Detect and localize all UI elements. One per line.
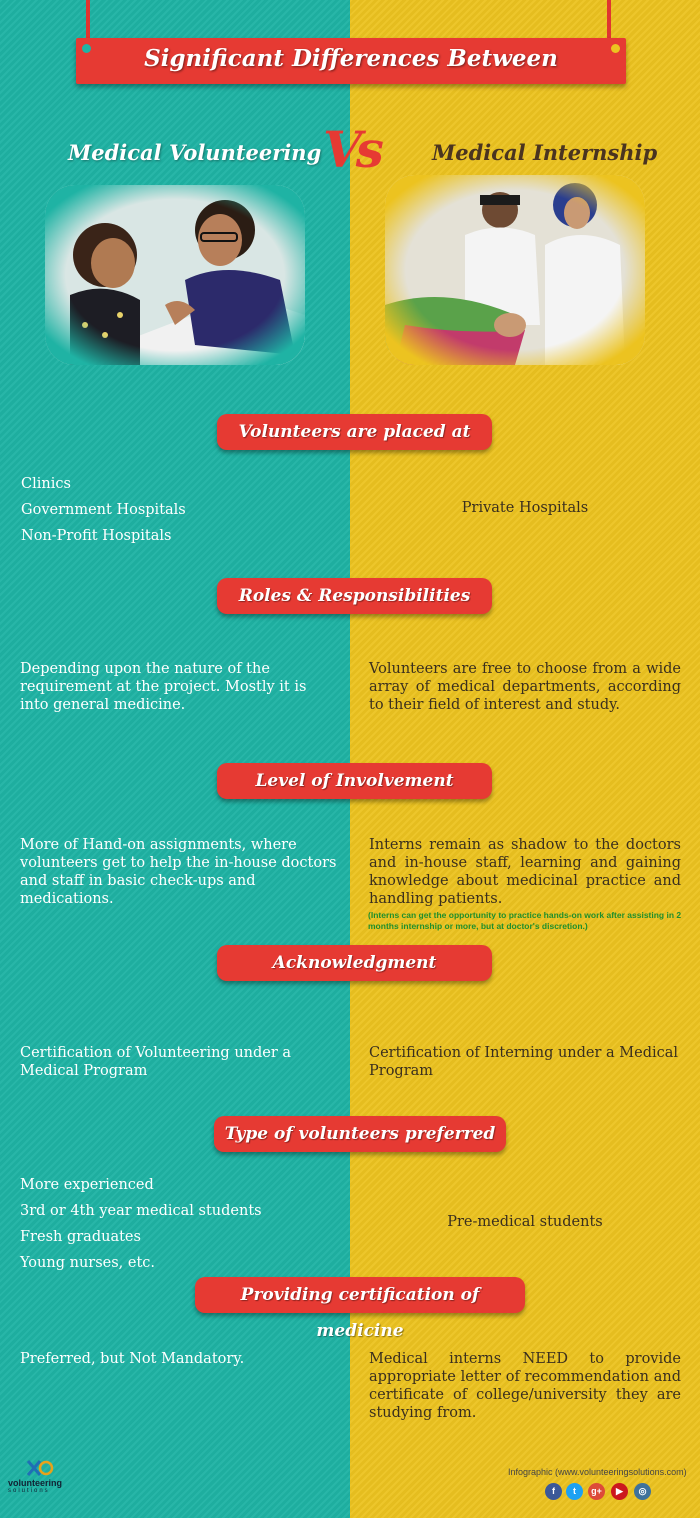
acknowledgment-left-text: Certification of Volunteering under a Medical Program	[20, 1045, 292, 1079]
instagram-icon[interactable]: ◎	[634, 1483, 651, 1500]
acknowledgment-right-text: Certification of Interning under a Medical Program	[369, 1045, 679, 1079]
left-column-title: Medical Volunteering	[68, 140, 322, 165]
page-title: Significant Differences Between	[144, 45, 558, 72]
youtube-icon[interactable]: ▶	[611, 1483, 628, 1500]
logo-text	[8, 1478, 62, 1494]
list-item: More experienced	[20, 1177, 154, 1193]
section-heading-involvement: Level of Involvement	[217, 763, 492, 799]
certification-right-text: Medical interns NEED to provide appropriate letter of recommendation and certificate of college/university they are studying from.	[369, 1351, 681, 1421]
placed-at-left-list	[21, 475, 341, 553]
type-preferred-left-list	[20, 1176, 340, 1280]
list-item: Young nurses, etc.	[20, 1255, 156, 1271]
type-preferred-right-text: Pre-medical students	[447, 1214, 603, 1230]
list-item: 3rd or 4th year medical students	[20, 1203, 262, 1219]
internship-photo	[385, 175, 645, 365]
list-item: Clinics	[21, 476, 71, 492]
section-heading-acknowledgment: Acknowledgment	[217, 945, 492, 981]
section-heading-roles: Roles & Responsibilities	[217, 578, 492, 614]
volunteering-photo	[45, 185, 305, 365]
roles-right-text: Volunteers are free to choose from a wide array of medical departments, according to their field of interest and study.	[369, 661, 681, 713]
logo-wordmark: volunteering	[8, 1478, 63, 1488]
involvement-right-note: (Interns can get the opportunity to practice hands-on work after assisting in 2 months internship or more, but at doctor's discretion.)	[368, 910, 682, 931]
versus-label: Vs	[323, 120, 378, 179]
twitter-icon[interactable]: t	[566, 1483, 583, 1500]
involvement-right-text: Interns remain as shadow to the doctors and in-house staff, learning and gaining knowledge about medicinal practice and handling patients.	[369, 837, 681, 907]
section-heading-type-preferred: Type of volunteers preferred	[214, 1116, 506, 1152]
section-heading-certification: Providing certification of medicine	[195, 1277, 525, 1313]
section-heading-placed-at: Volunteers are placed at	[217, 414, 492, 450]
facebook-icon[interactable]: f	[545, 1483, 562, 1500]
certification-left-text: Preferred, but Not Mandatory.	[20, 1351, 245, 1367]
google-plus-icon[interactable]: g+	[588, 1483, 605, 1500]
list-item: Non-Profit Hospitals	[21, 528, 172, 544]
infographic-credit: Infographic (www.volunteeringsolutions.com)	[508, 1467, 687, 1477]
logo-subtitle: solutions	[8, 1488, 50, 1494]
list-item: Government Hospitals	[21, 502, 186, 518]
right-column-title: Medical Internship	[432, 140, 658, 165]
roles-left-text: Depending upon the nature of the requirement at the project. Mostly it is into general medicine.	[20, 661, 307, 713]
title-banner	[76, 38, 626, 84]
placed-at-right-text: Private Hospitals	[461, 500, 589, 516]
involvement-left-text: More of Hand-on assignments, where volunteers get to help the in-house doctors and staff in basic check-ups and medications.	[20, 837, 337, 907]
list-item: Fresh graduates	[20, 1229, 141, 1245]
